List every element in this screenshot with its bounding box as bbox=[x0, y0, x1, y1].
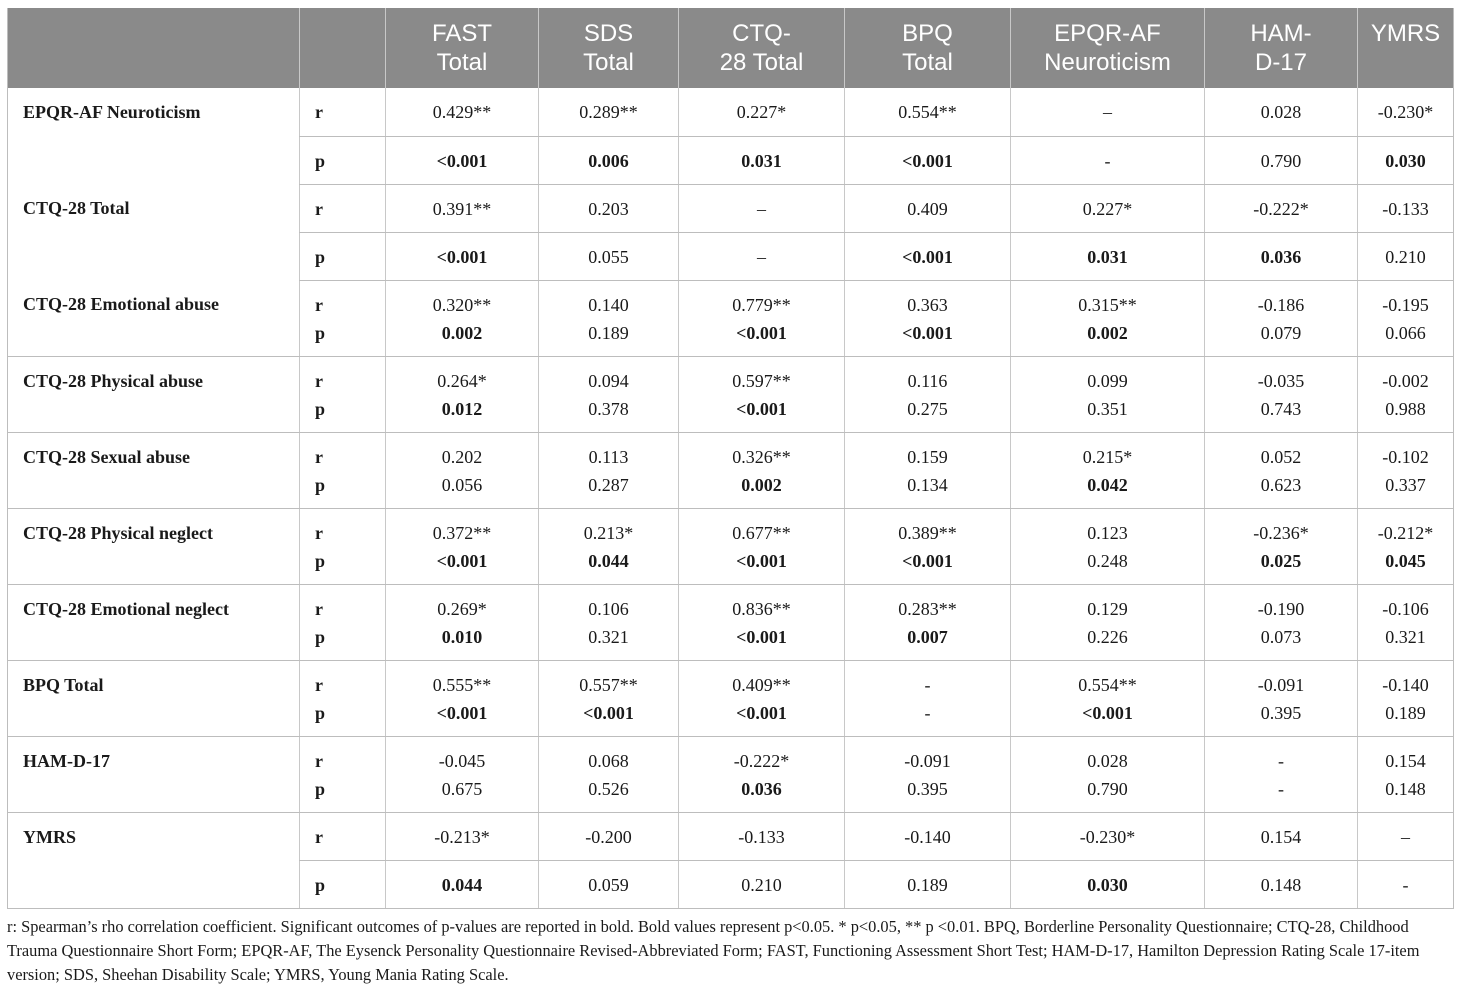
r-value-cell: -0.222* bbox=[1205, 184, 1358, 232]
value-cell bbox=[845, 508, 1011, 584]
p-value-cell: - bbox=[1358, 860, 1454, 908]
value-cell bbox=[845, 736, 1011, 812]
r-value: 0.283** bbox=[898, 598, 957, 619]
table-row bbox=[8, 280, 1454, 356]
p-value-cell: 0.189 bbox=[845, 860, 1011, 908]
stat-label-r: r bbox=[300, 812, 386, 860]
r-value: 0.215* bbox=[1082, 446, 1133, 467]
column-header-line: HAM- bbox=[1250, 20, 1312, 47]
stat-label-p: p bbox=[315, 322, 326, 343]
r-value: - bbox=[1278, 750, 1284, 771]
r-value: 0.326** bbox=[732, 446, 791, 467]
p-value-cell: – bbox=[679, 232, 845, 280]
value-cell bbox=[1358, 280, 1454, 356]
row-label: CTQ-28 Emotional neglect bbox=[8, 584, 300, 660]
stat-labels bbox=[300, 736, 386, 812]
value-cell bbox=[1358, 736, 1454, 812]
p-value: <0.001 bbox=[736, 398, 787, 419]
value-cell bbox=[679, 584, 845, 660]
value-cell bbox=[845, 432, 1011, 508]
stat-label-r: r bbox=[300, 88, 386, 136]
value-cell bbox=[845, 660, 1011, 736]
column-header-line: YMRS bbox=[1370, 20, 1441, 47]
stat-label-r: r bbox=[315, 446, 323, 467]
p-value-cell: 0.055 bbox=[539, 232, 679, 280]
r-value: 0.554** bbox=[1078, 674, 1137, 695]
p-value: 0.002 bbox=[741, 474, 782, 495]
value-cell bbox=[386, 736, 539, 812]
column-header bbox=[845, 8, 1011, 88]
table-footnote: r: Spearman’s rho correlation coefficient. Significant outcomes of p-values are reported in bold. Bold values represent p<0.05. * p<0.05, ** p <0.01. BPQ, Borderline Personality Questionnaire; CTQ-28, Childhood Trauma Questionnaire Short Form; EPQR-AF, The Eysenck Personality Questionnaire Revised-Abbreviated Form; FAST, Functioning Assessment Short Test; HAM-D-17, Hamilton Depression Rating Scale 17-item version; SDS, Sheehan Disability Scale; YMRS, Young Mania Rating Scale. bbox=[7, 917, 1420, 984]
p-value: 0.321 bbox=[588, 626, 629, 647]
r-value: 0.129 bbox=[1087, 598, 1128, 619]
value-cell bbox=[539, 432, 679, 508]
r-value-cell: – bbox=[679, 184, 845, 232]
r-value: 0.363 bbox=[907, 294, 948, 315]
r-value-cell: -0.133 bbox=[679, 812, 845, 860]
stat-label-r: r bbox=[315, 598, 323, 619]
stat-labels bbox=[300, 584, 386, 660]
column-header-line: Total bbox=[436, 49, 488, 76]
column-header-line: 28 Total bbox=[719, 49, 804, 76]
p-value: <0.001 bbox=[1082, 702, 1133, 723]
p-value: <0.001 bbox=[736, 322, 787, 343]
table-row bbox=[8, 432, 1454, 508]
value-cell bbox=[1358, 432, 1454, 508]
value-cell bbox=[386, 584, 539, 660]
value-cell bbox=[1011, 736, 1205, 812]
r-value: -0.045 bbox=[438, 750, 486, 771]
p-value: 0.287 bbox=[588, 474, 629, 495]
p-value: 0.395 bbox=[907, 778, 948, 799]
stat-label-r: r bbox=[315, 294, 323, 315]
r-value: - bbox=[924, 674, 931, 695]
p-value: 0.066 bbox=[1385, 322, 1426, 343]
p-value: <0.001 bbox=[902, 322, 953, 343]
r-value: 0.677** bbox=[732, 522, 791, 543]
p-value: <0.001 bbox=[736, 626, 787, 647]
p-value: 0.056 bbox=[441, 474, 483, 495]
value-cell bbox=[539, 280, 679, 356]
stat-labels bbox=[300, 356, 386, 432]
p-value-cell: 0.210 bbox=[1358, 232, 1454, 280]
p-value-cell: 0.031 bbox=[679, 136, 845, 184]
column-header-line: EPQR-AF bbox=[1054, 20, 1161, 47]
p-value: 0.321 bbox=[1385, 626, 1426, 647]
value-cell bbox=[845, 356, 1011, 432]
value-cell bbox=[1358, 356, 1454, 432]
p-value-cell: 0.031 bbox=[1011, 232, 1205, 280]
r-value-cell: -0.200 bbox=[539, 812, 679, 860]
table-row bbox=[8, 812, 1454, 860]
r-value: 0.159 bbox=[907, 446, 948, 467]
r-value-cell: -0.230* bbox=[1011, 812, 1205, 860]
p-value-cell: <0.001 bbox=[386, 232, 539, 280]
value-cell bbox=[539, 660, 679, 736]
stat-label-p: p bbox=[315, 778, 326, 799]
row-label: YMRS bbox=[23, 826, 76, 847]
r-value-cell: -0.230* bbox=[1358, 88, 1454, 136]
value-cell bbox=[386, 508, 539, 584]
stat-label-p: p bbox=[300, 860, 386, 908]
r-value: 0.315** bbox=[1078, 294, 1137, 315]
value-cell bbox=[1205, 356, 1358, 432]
p-value: 0.189 bbox=[1385, 702, 1426, 723]
value-cell bbox=[539, 508, 679, 584]
r-value: -0.236* bbox=[1253, 522, 1309, 543]
table-row bbox=[8, 584, 1454, 660]
r-value: -0.091 bbox=[1257, 674, 1305, 695]
p-value: 0.012 bbox=[441, 398, 483, 419]
column-header bbox=[679, 8, 845, 88]
stat-label-r: r bbox=[300, 184, 386, 232]
column-header bbox=[386, 8, 539, 88]
value-cell bbox=[1011, 660, 1205, 736]
r-value: -0.035 bbox=[1257, 370, 1305, 391]
r-value-cell: 0.391** bbox=[386, 184, 539, 232]
value-cell bbox=[679, 736, 845, 812]
r-value: 0.068 bbox=[588, 750, 629, 771]
r-value: -0.002 bbox=[1382, 370, 1429, 391]
value-cell bbox=[679, 432, 845, 508]
p-value-cell: 0.044 bbox=[386, 860, 539, 908]
value-cell bbox=[1205, 508, 1358, 584]
stat-labels bbox=[300, 432, 386, 508]
value-cell bbox=[1205, 584, 1358, 660]
p-value: 0.378 bbox=[588, 398, 629, 419]
stat-label-p: p bbox=[315, 474, 326, 495]
p-value-cell: 0.210 bbox=[679, 860, 845, 908]
r-value: -0.186 bbox=[1257, 294, 1305, 315]
p-value-cell: <0.001 bbox=[845, 232, 1011, 280]
p-value: 0.002 bbox=[1087, 322, 1128, 343]
r-value-cell: -0.140 bbox=[845, 812, 1011, 860]
row-label: HAM-D-17 bbox=[8, 736, 300, 812]
value-cell bbox=[1205, 280, 1358, 356]
r-value-cell: 0.227* bbox=[1011, 184, 1205, 232]
p-value: 0.623 bbox=[1260, 474, 1302, 495]
table-header bbox=[8, 8, 1454, 88]
r-value-cell: 0.203 bbox=[539, 184, 679, 232]
r-value: 0.409** bbox=[732, 674, 791, 695]
r-value: -0.190 bbox=[1257, 598, 1305, 619]
r-value: -0.106 bbox=[1382, 598, 1429, 619]
r-value: 0.116 bbox=[907, 370, 948, 391]
r-value: 0.094 bbox=[588, 370, 629, 391]
column-header-line: SDS bbox=[583, 20, 634, 47]
r-value: -0.102 bbox=[1382, 446, 1429, 467]
r-value-cell: -0.213* bbox=[386, 812, 539, 860]
r-value: -0.195 bbox=[1382, 294, 1429, 315]
header-empty-cell bbox=[8, 8, 300, 88]
p-value: 0.988 bbox=[1385, 398, 1426, 419]
p-value: 0.036 bbox=[741, 778, 782, 799]
r-value: 0.597** bbox=[732, 370, 791, 391]
stat-label-p: p bbox=[315, 626, 326, 647]
p-value: 0.337 bbox=[1385, 474, 1426, 495]
row-label: EPQR-AF Neuroticism bbox=[23, 102, 201, 122]
stat-labels bbox=[300, 280, 386, 356]
r-value: -0.140 bbox=[1382, 674, 1429, 695]
p-value: <0.001 bbox=[436, 550, 488, 571]
r-value: 0.106 bbox=[588, 598, 629, 619]
value-cell bbox=[386, 432, 539, 508]
r-value: 0.779** bbox=[732, 294, 791, 315]
column-header-line: BPQ bbox=[902, 20, 953, 47]
table-row bbox=[8, 184, 1454, 232]
p-value-cell: 0.059 bbox=[539, 860, 679, 908]
p-value: <0.001 bbox=[736, 550, 787, 571]
value-cell bbox=[1011, 280, 1205, 356]
column-header-line: FAST bbox=[431, 20, 492, 47]
p-value: 0.275 bbox=[907, 398, 948, 419]
p-value-cell: 0.790 bbox=[1205, 136, 1358, 184]
column-header-line: Total bbox=[902, 49, 953, 76]
p-value-cell: <0.001 bbox=[386, 136, 539, 184]
r-value: -0.222* bbox=[733, 750, 790, 771]
p-value: 0.134 bbox=[907, 474, 948, 495]
r-value-cell: – bbox=[1358, 812, 1454, 860]
r-value: 0.123 bbox=[1087, 522, 1128, 543]
r-value-cell: 0.289** bbox=[539, 88, 679, 136]
value-cell bbox=[1205, 432, 1358, 508]
p-value: 0.002 bbox=[441, 322, 483, 343]
r-value-cell: 0.429** bbox=[386, 88, 539, 136]
r-value: 0.052 bbox=[1260, 446, 1302, 467]
p-value-cell: 0.148 bbox=[1205, 860, 1358, 908]
table-row bbox=[8, 88, 1454, 136]
r-value: 0.154 bbox=[1385, 750, 1426, 771]
column-header bbox=[1358, 8, 1454, 88]
p-value: 0.010 bbox=[441, 626, 483, 647]
p-value: <0.001 bbox=[902, 550, 953, 571]
r-value: 0.372** bbox=[432, 522, 492, 543]
correlation-table-container bbox=[7, 8, 1453, 909]
p-value: 0.526 bbox=[588, 778, 629, 799]
r-value: 0.264* bbox=[437, 370, 487, 391]
p-value: 0.248 bbox=[1087, 550, 1128, 571]
stat-label-r: r bbox=[315, 750, 323, 771]
p-value: - bbox=[1278, 778, 1284, 799]
r-value: -0.091 bbox=[904, 750, 951, 771]
r-value: 0.555** bbox=[432, 674, 492, 695]
p-value-cell: <0.001 bbox=[845, 136, 1011, 184]
value-cell bbox=[679, 280, 845, 356]
stat-label-r: r bbox=[315, 370, 323, 391]
row-label: CTQ-28 Physical abuse bbox=[8, 356, 300, 432]
value-cell bbox=[386, 660, 539, 736]
p-value: 0.351 bbox=[1087, 398, 1128, 419]
value-cell bbox=[1011, 584, 1205, 660]
row-label: CTQ-28 Physical neglect bbox=[8, 508, 300, 584]
r-value: 0.557** bbox=[579, 674, 638, 695]
table-row bbox=[8, 508, 1454, 584]
r-value-cell: – bbox=[1011, 88, 1205, 136]
p-value-cell: 0.036 bbox=[1205, 232, 1358, 280]
r-value: 0.836** bbox=[732, 598, 791, 619]
p-value: 0.189 bbox=[588, 322, 629, 343]
p-value: 0.675 bbox=[441, 778, 483, 799]
stat-labels bbox=[300, 660, 386, 736]
value-cell bbox=[1011, 356, 1205, 432]
p-value: <0.001 bbox=[436, 702, 488, 723]
stat-label-r: r bbox=[315, 674, 323, 695]
value-cell bbox=[1358, 508, 1454, 584]
r-value: 0.320** bbox=[432, 294, 492, 315]
p-value: <0.001 bbox=[736, 702, 787, 723]
header-row bbox=[8, 8, 1454, 88]
p-value: <0.001 bbox=[583, 702, 634, 723]
table-row bbox=[8, 736, 1454, 812]
p-value: 0.395 bbox=[1260, 702, 1302, 723]
correlation-table bbox=[7, 8, 1454, 909]
column-header-line: D-17 bbox=[1254, 49, 1308, 76]
value-cell bbox=[539, 356, 679, 432]
stat-label-p: p bbox=[315, 702, 326, 723]
column-header bbox=[1011, 8, 1205, 88]
value-cell bbox=[679, 508, 845, 584]
p-value: 0.073 bbox=[1260, 626, 1302, 647]
value-cell bbox=[1358, 584, 1454, 660]
value-cell bbox=[1358, 660, 1454, 736]
r-value: 0.202 bbox=[441, 446, 483, 467]
value-cell bbox=[845, 280, 1011, 356]
stat-labels bbox=[300, 508, 386, 584]
p-value: 0.007 bbox=[907, 626, 948, 647]
value-cell bbox=[845, 584, 1011, 660]
value-cell bbox=[1011, 432, 1205, 508]
r-value-cell: 0.409 bbox=[845, 184, 1011, 232]
p-value: 0.743 bbox=[1260, 398, 1302, 419]
row-label: BPQ Total bbox=[8, 660, 300, 736]
r-value-cell: 0.227* bbox=[679, 88, 845, 136]
p-value: 0.226 bbox=[1087, 626, 1128, 647]
value-cell bbox=[539, 736, 679, 812]
p-value: 0.042 bbox=[1087, 474, 1128, 495]
r-value-cell: 0.554** bbox=[845, 88, 1011, 136]
r-value: 0.269* bbox=[437, 598, 487, 619]
value-cell bbox=[1205, 736, 1358, 812]
r-value: 0.028 bbox=[1087, 750, 1128, 771]
value-cell bbox=[539, 584, 679, 660]
stat-label-p: p bbox=[315, 398, 326, 419]
column-header bbox=[539, 8, 679, 88]
stat-label-p: p bbox=[315, 550, 326, 571]
stat-label-r: r bbox=[315, 522, 323, 543]
value-cell bbox=[386, 280, 539, 356]
column-header bbox=[1205, 8, 1358, 88]
r-value: 0.113 bbox=[588, 446, 629, 467]
row-label: CTQ-28 Emotional abuse bbox=[8, 280, 300, 356]
value-cell bbox=[679, 356, 845, 432]
header-empty-cell bbox=[300, 8, 386, 88]
row-label: CTQ-28 Total bbox=[23, 198, 130, 218]
value-cell bbox=[1205, 660, 1358, 736]
r-value: 0.140 bbox=[588, 294, 629, 315]
table-row bbox=[8, 356, 1454, 432]
row-label: CTQ-28 Sexual abuse bbox=[8, 432, 300, 508]
p-value: 0.790 bbox=[1087, 778, 1128, 799]
stat-label-p: p bbox=[300, 136, 386, 184]
column-header-line: Neuroticism bbox=[1044, 49, 1171, 76]
r-value: 0.389** bbox=[898, 522, 957, 543]
r-value: 0.213* bbox=[583, 522, 634, 543]
p-value: 0.148 bbox=[1385, 778, 1426, 799]
stat-label-p: p bbox=[300, 232, 386, 280]
p-value: 0.045 bbox=[1385, 550, 1426, 571]
p-value: - bbox=[924, 702, 931, 723]
value-cell bbox=[679, 660, 845, 736]
column-header-line: CTQ- bbox=[732, 20, 791, 47]
p-value-cell: - bbox=[1011, 136, 1205, 184]
r-value: 0.099 bbox=[1087, 370, 1128, 391]
p-value: 0.044 bbox=[588, 550, 629, 571]
p-value-cell: 0.030 bbox=[1011, 860, 1205, 908]
p-value-cell: 0.030 bbox=[1358, 136, 1454, 184]
r-value-cell: -0.133 bbox=[1358, 184, 1454, 232]
column-header-line: Total bbox=[583, 49, 634, 76]
p-value: 0.025 bbox=[1260, 550, 1302, 571]
r-value-cell: 0.028 bbox=[1205, 88, 1358, 136]
p-value-cell: 0.006 bbox=[539, 136, 679, 184]
r-value: -0.212* bbox=[1377, 522, 1434, 543]
p-value: 0.079 bbox=[1260, 322, 1302, 343]
value-cell bbox=[386, 356, 539, 432]
r-value-cell: 0.154 bbox=[1205, 812, 1358, 860]
table-body bbox=[8, 88, 1454, 908]
table-row bbox=[8, 660, 1454, 736]
value-cell bbox=[1011, 508, 1205, 584]
